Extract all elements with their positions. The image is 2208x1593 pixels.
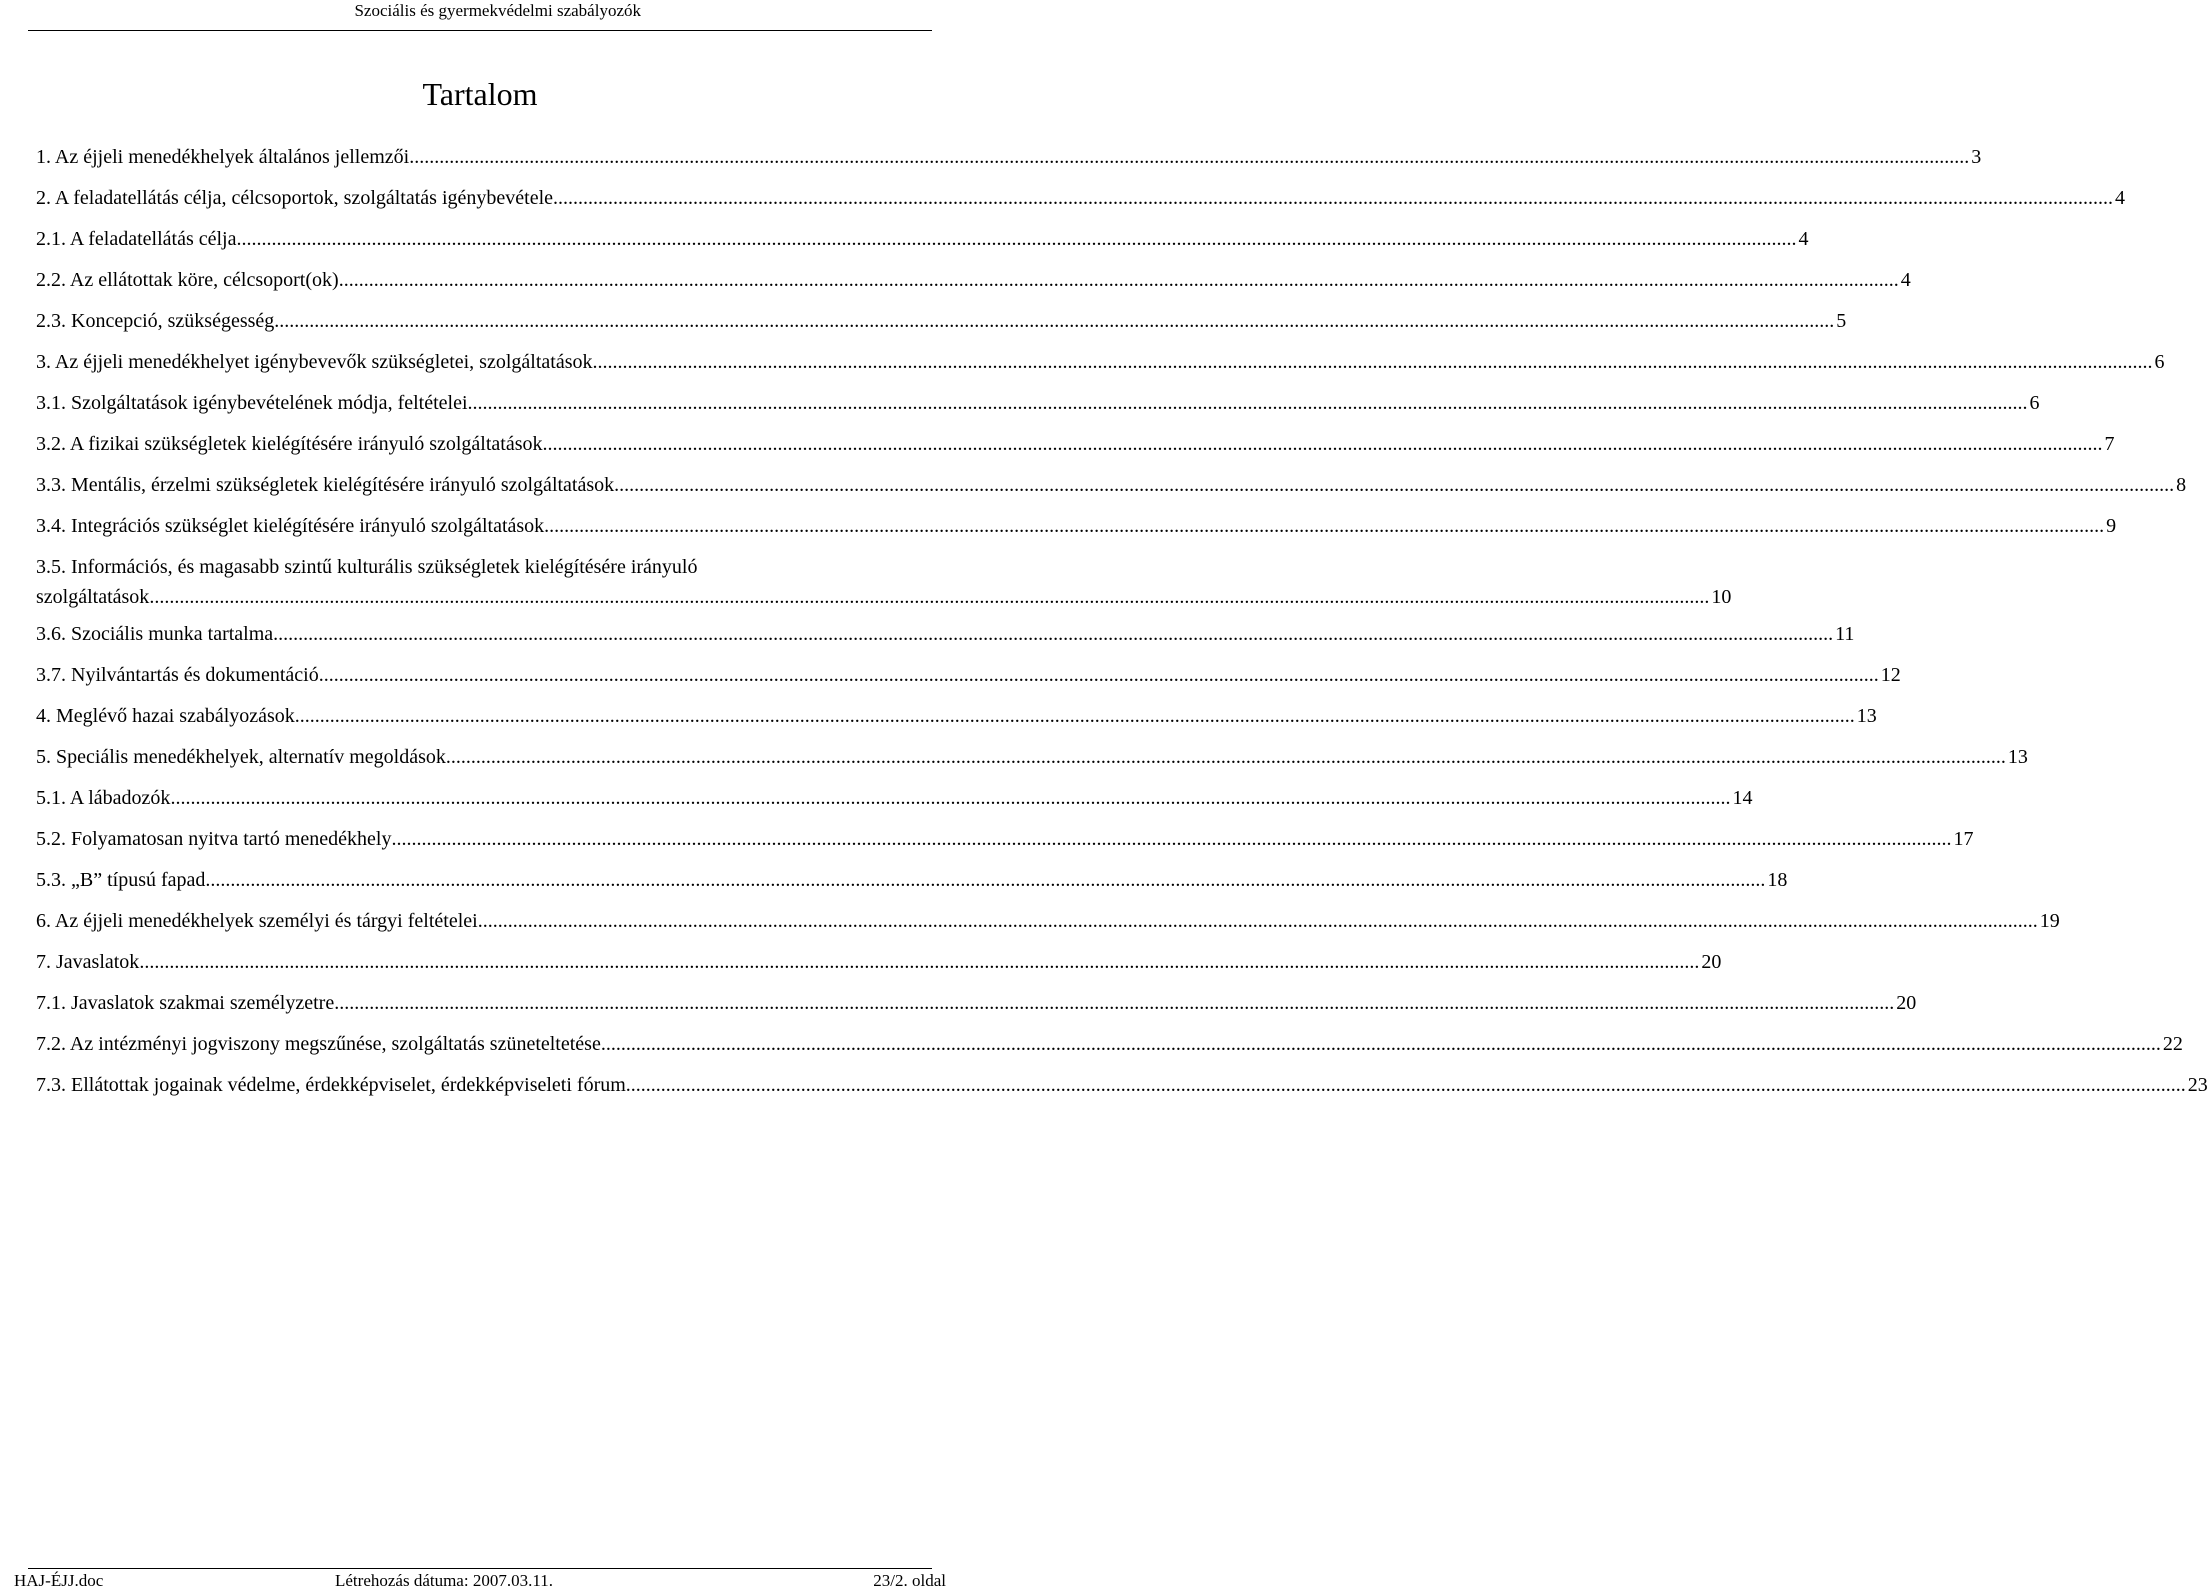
- footer-page-number: 23/2. oldal: [873, 1571, 946, 1590]
- toc-entry[interactable]: [36, 306, 1847, 336]
- toc-entry-page: 17: [1953, 828, 1974, 850]
- toc-entry-page: 10: [1711, 586, 1732, 608]
- toc-entry[interactable]: [36, 470, 2187, 500]
- toc-entry-page: 7: [2104, 433, 2115, 455]
- toc-title: Tartalom: [422, 76, 538, 112]
- toc-entry[interactable]: [36, 865, 1788, 895]
- toc-entry-text: 7.2. Az intézményi jogviszony megszűnése, szolgáltatás szüneteltetése: [36, 1033, 601, 1055]
- toc-entry[interactable]: [36, 906, 2060, 936]
- toc-entry[interactable]: [36, 511, 2117, 541]
- toc-entry[interactable]: [36, 552, 1732, 612]
- toc-entry[interactable]: [36, 1070, 2208, 1100]
- toc-entry-text: 1. Az éjjeli menedékhelyek általános jellemzői: [36, 146, 410, 168]
- toc-entry-text: 5.2. Folyamatosan nyitva tartó menedékhely: [36, 828, 392, 850]
- toc-entry-text: 5. Speciális menedékhelyek, alternatív megoldások: [36, 746, 446, 768]
- toc-entry-page: 5: [1836, 310, 1847, 332]
- toc-entry-text: 3. Az éjjeli menedékhelyet igénybevevők szükségletei, szolgáltatások: [36, 351, 593, 373]
- toc-entry[interactable]: [36, 988, 1917, 1018]
- toc-entry[interactable]: [36, 947, 1722, 977]
- toc-entry-page: 4: [1798, 228, 1809, 250]
- toc-entry-page: 6: [2029, 392, 2040, 414]
- toc-entry-page: 4: [2115, 187, 2126, 209]
- toc-entry-page: 13: [1856, 705, 1877, 727]
- toc-entry[interactable]: [36, 388, 2040, 418]
- toc-entry[interactable]: [36, 224, 1809, 254]
- toc-entry-text: 7.1. Javaslatok szakmai személyzetre: [36, 992, 335, 1014]
- page-header: [0, 0, 960, 32]
- toc-entry-page: 4: [1900, 269, 1911, 291]
- toc-entry-text-line1: 3.5. Információs, és magasabb szintű kulturális szükségletek kielégítésére irányuló: [36, 556, 698, 578]
- toc-entry-text: 2. A feladatellátás célja, célcsoportok, szolgáltatás igénybevétele: [36, 187, 554, 209]
- toc-entry-text: 3.1. Szolgáltatások igénybevételének módja, feltételei: [36, 392, 468, 414]
- toc-entry-page: 9: [2106, 515, 2117, 537]
- footer-filename: HAJ-ÉJJ.doc: [14, 1571, 104, 1590]
- footer-created-date: Létrehozás dátuma: 2007.03.11.: [335, 1571, 553, 1590]
- toc-entry[interactable]: [36, 660, 1901, 690]
- toc-entry-page: 19: [2039, 910, 2060, 932]
- toc-entry-text: 2.1. A feladatellátás célja: [36, 228, 237, 250]
- toc-entry-page: 11: [1835, 623, 1855, 645]
- toc-entry[interactable]: [36, 1029, 2183, 1059]
- toc-entry-page: 6: [2154, 351, 2165, 373]
- toc-entry-text: 3.6. Szociális munka tartalma: [36, 623, 274, 645]
- toc-entry-text: 6. Az éjjeli menedékhelyek személyi és tárgyi feltételei: [36, 910, 478, 932]
- toc-entry[interactable]: [36, 429, 2115, 459]
- toc-entry-page: 3: [1971, 146, 1982, 168]
- toc-entry[interactable]: [36, 783, 1753, 813]
- toc-entry-text: 3.2. A fizikai szükségletek kielégítésére irányuló szolgáltatások: [36, 433, 543, 455]
- toc-entry[interactable]: [36, 183, 2126, 213]
- toc-entry-text: 7.3. Ellátottak jogainak védelme, érdekképviselet, érdekképviseleti fórum: [36, 1074, 626, 1096]
- toc-entry-text: 7. Javaslatok: [36, 951, 140, 973]
- toc-entry-text: 3.4. Integrációs szükséglet kielégítésére irányuló szolgáltatások: [36, 515, 545, 537]
- toc-entry-text: szolgáltatások: [36, 586, 150, 608]
- footer-rule: [28, 1568, 932, 1569]
- toc-entry-text: 5.1. A lábadozók: [36, 787, 171, 809]
- toc-entry-page: 18: [1767, 869, 1788, 891]
- header-rule: [28, 30, 932, 31]
- toc-entry-page: 20: [1896, 992, 1917, 1014]
- toc-entry-page: 20: [1701, 951, 1722, 973]
- toc-entry-page: 14: [1732, 787, 1753, 809]
- toc-entry-page: 23: [2187, 1074, 2208, 1096]
- toc-entry-text: 3.3. Mentális, érzelmi szükségletek kielégítésére irányuló szolgáltatások: [36, 474, 615, 496]
- toc-entry-text: 2.3. Koncepció, szükségesség: [36, 310, 275, 332]
- toc-entry[interactable]: [36, 265, 1911, 295]
- toc-entry-page: 13: [2007, 746, 2028, 768]
- toc-entry-page: 22: [2162, 1033, 2183, 1055]
- toc-entry[interactable]: [36, 742, 2028, 772]
- toc-entry-page: 8: [2176, 474, 2187, 496]
- toc-entry[interactable]: [36, 701, 1877, 731]
- toc-entry-text: 4. Meglévő hazai szabályozások: [36, 705, 295, 727]
- toc-entry-text: 3.7. Nyilvántartás és dokumentáció: [36, 664, 319, 686]
- toc-entry-page: 12: [1880, 664, 1901, 686]
- toc-entry[interactable]: [36, 619, 1855, 649]
- toc-entry-text: 5.3. „B” típusú fapad: [36, 869, 206, 891]
- toc-entry-text: 2.2. Az ellátottak köre, célcsoport(ok): [36, 269, 339, 291]
- header-title: Szociális és gyermekvédelmi szabályozók: [354, 1, 641, 20]
- toc-entry[interactable]: [36, 824, 1974, 854]
- toc-entry[interactable]: [36, 347, 2165, 377]
- toc-entry[interactable]: [36, 142, 1982, 172]
